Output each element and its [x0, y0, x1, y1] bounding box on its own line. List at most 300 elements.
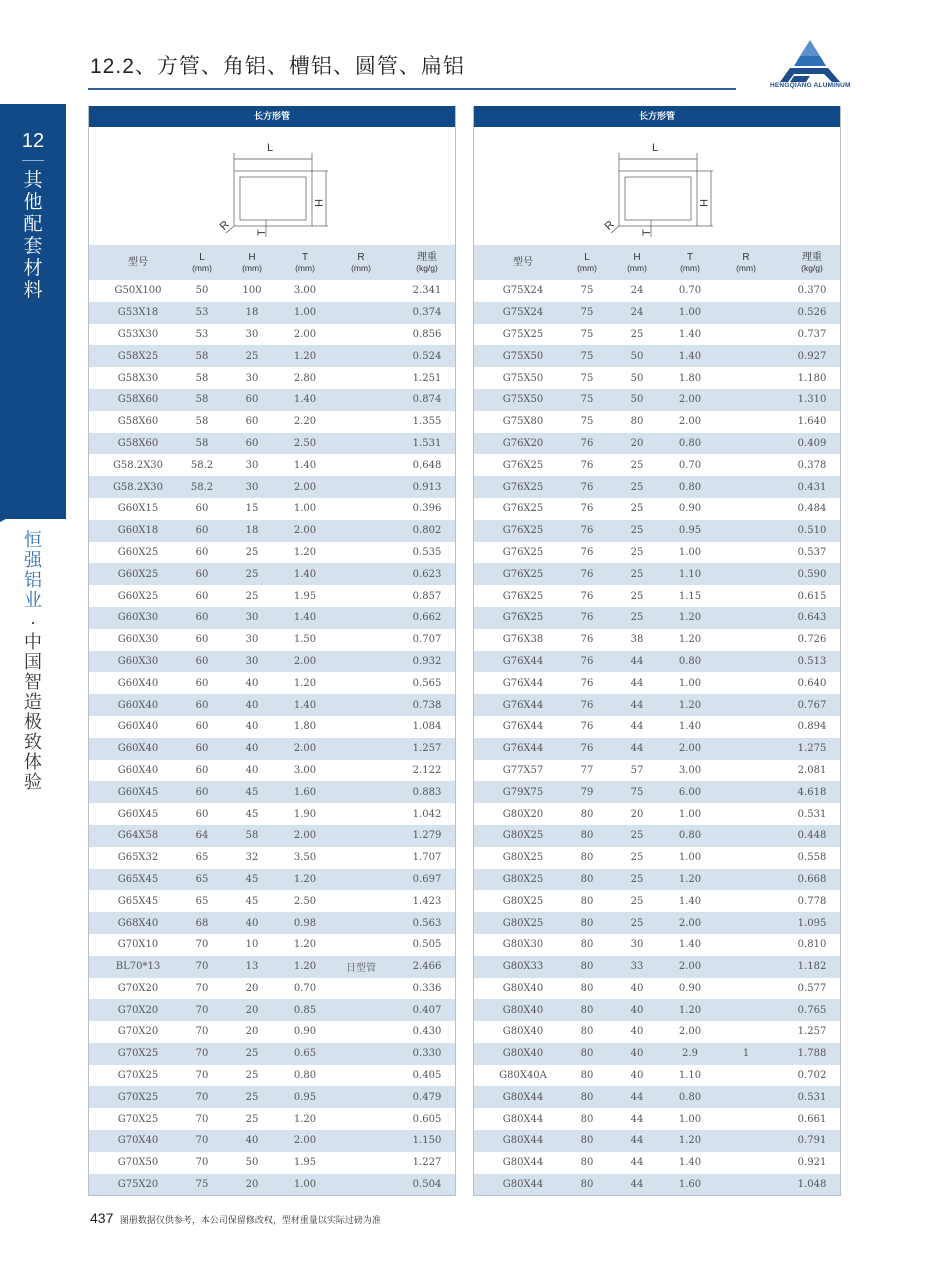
table-cell: 60 — [195, 568, 209, 580]
page-number: 437 — [90, 1210, 114, 1226]
profile-diagram — [89, 127, 455, 245]
column-unit: (kg/g) — [416, 262, 438, 273]
table-cell: 0.565 — [412, 677, 442, 689]
column-header-cell — [672, 245, 708, 280]
table-cell: G79X75 — [502, 786, 544, 798]
table-cell: G80X44 — [502, 1179, 544, 1191]
table-cell: 70 — [195, 982, 209, 994]
table-cell: 25 — [245, 1091, 259, 1103]
table-cell: 3.00 — [293, 285, 317, 297]
table-cell: 1.50 — [293, 634, 317, 646]
table-row — [89, 498, 455, 520]
table-row — [474, 389, 840, 411]
table-cell: 58 — [195, 372, 209, 384]
vertical-char: 极 — [24, 712, 42, 732]
column-label: T — [686, 251, 694, 263]
table-cell: 80 — [580, 939, 594, 951]
table-row — [474, 1086, 840, 1108]
table-cell: 1.20 — [293, 873, 317, 885]
table-row — [474, 563, 840, 585]
title-divider — [88, 88, 736, 90]
table-row — [89, 411, 455, 433]
table-row — [89, 1174, 455, 1196]
table-cell: 80 — [580, 1091, 594, 1103]
table-cell: 3.00 — [293, 764, 317, 776]
table-row — [474, 890, 840, 912]
table-cell: 1.251 — [412, 372, 442, 384]
dim-label-h: H — [312, 199, 324, 207]
table-cell: 25 — [630, 503, 644, 515]
table-cell: 1.10 — [678, 1070, 702, 1082]
table-cell: 1.150 — [412, 1135, 442, 1147]
table-cell: 1.279 — [412, 830, 442, 842]
table-cell: G58X60 — [117, 437, 159, 449]
table-row — [474, 760, 840, 782]
table-cell: 75 — [580, 285, 594, 297]
table-cell: 1.00 — [678, 307, 702, 319]
table-cell: 0.85 — [293, 1004, 317, 1016]
table-row — [474, 520, 840, 542]
table-row — [89, 869, 455, 891]
table-cell: G75X20 — [117, 1179, 159, 1191]
table-cell: 0.661 — [797, 1113, 827, 1125]
table-cell: 0.90 — [678, 503, 702, 515]
table-cell: G80X30 — [502, 939, 544, 951]
table-cell: 76 — [580, 568, 594, 580]
table-cell: 20 — [245, 1004, 259, 1016]
table-cell: 1.40 — [293, 394, 317, 406]
table-cell: 60 — [245, 437, 259, 449]
table-row — [474, 978, 840, 1000]
table-cell: 44 — [630, 721, 644, 733]
table-cell: G75X80 — [502, 416, 544, 428]
table-cell: 75 — [580, 307, 594, 319]
table-cell: 0.80 — [293, 1070, 317, 1082]
table-cell: 1.00 — [678, 852, 702, 864]
table-row — [89, 520, 455, 542]
table-cell: 58.2 — [190, 459, 214, 471]
table-cell: G80X40 — [502, 1004, 544, 1016]
vertical-char: 国 — [24, 652, 42, 672]
table-cell: G60X25 — [117, 546, 159, 558]
table-cell: 0.874 — [412, 394, 442, 406]
table-cell: 25 — [630, 590, 644, 602]
table-cell: 0.374 — [412, 307, 442, 319]
table-row — [474, 476, 840, 498]
table-cell: 0.726 — [797, 634, 827, 646]
table-cell: 58.2 — [190, 481, 214, 493]
table-row — [89, 389, 455, 411]
table-cell: 1.40 — [678, 895, 702, 907]
table-body — [89, 280, 455, 1195]
table-cell: G80X33 — [502, 961, 544, 973]
table-cell: 1.310 — [797, 394, 827, 406]
table-cell: G60X18 — [117, 525, 159, 537]
table-row — [89, 738, 455, 760]
table-cell: 25 — [630, 459, 644, 471]
table-row — [474, 629, 840, 651]
table-row — [474, 1108, 840, 1130]
table-cell: 0.513 — [797, 655, 827, 667]
table-cell: 0.336 — [412, 982, 442, 994]
table-cell: 日型管 — [346, 963, 376, 975]
table-cell: 25 — [630, 481, 644, 493]
brand-name — [0, 530, 66, 610]
table-cell: 25 — [630, 568, 644, 580]
table-cell: 44 — [630, 1113, 644, 1125]
table-cell: 0.605 — [412, 1113, 442, 1125]
table-cell: 0.702 — [797, 1070, 827, 1082]
table-row — [474, 302, 840, 324]
table-row — [474, 803, 840, 825]
table-cell: 25 — [245, 1113, 259, 1125]
table-row — [474, 912, 840, 934]
column-unit: (mm) — [192, 262, 212, 273]
table-cell: 13 — [245, 961, 259, 973]
table-cell: 70 — [195, 1113, 209, 1125]
table-cell: 10 — [245, 939, 259, 951]
table-cell: 76 — [580, 525, 594, 537]
table-cell: 80 — [580, 1157, 594, 1169]
table-cell: G60X30 — [117, 634, 159, 646]
table-cell: 0.510 — [797, 525, 827, 537]
vertical-char: 料 — [23, 280, 43, 301]
table-cell: 1.00 — [678, 808, 702, 820]
table-cell: 80 — [580, 1070, 594, 1082]
vertical-char: 铝 — [24, 570, 42, 590]
table-cell: 70 — [195, 1157, 209, 1169]
table-cell: G77X57 — [502, 764, 544, 776]
table-cell: G58X60 — [117, 416, 159, 428]
table-cell: G60X15 — [117, 503, 159, 515]
rect-tube-diagram — [214, 137, 334, 237]
table-cell: G76X44 — [502, 721, 544, 733]
table-cell: 1.531 — [412, 437, 442, 449]
table-row — [89, 454, 455, 476]
table-cell: 70 — [195, 1070, 209, 1082]
table-cell: 80 — [580, 982, 594, 994]
table-cell: 2.9 — [682, 1048, 698, 1060]
table-cell: 30 — [245, 655, 259, 667]
table-cell: 0.70 — [678, 285, 702, 297]
table-cell: 58 — [195, 437, 209, 449]
table-row — [89, 978, 455, 1000]
table-cell: G60X25 — [117, 568, 159, 580]
chapter-band-corner — [0, 488, 66, 522]
table-cell: 0.504 — [412, 1179, 442, 1191]
table-cell: G60X40 — [117, 721, 159, 733]
table-cell: 0.90 — [678, 982, 702, 994]
table-cell: 2.50 — [293, 437, 317, 449]
table-cell: 1.40 — [678, 328, 702, 340]
table-row — [89, 1043, 455, 1065]
table-cell: 2.00 — [678, 917, 702, 929]
table-cell: 53 — [195, 328, 209, 340]
table-cell: 50 — [630, 394, 644, 406]
table-cell: 1.20 — [293, 546, 317, 558]
table-row — [89, 476, 455, 498]
table-cell: G75X50 — [502, 394, 544, 406]
table-cell: 76 — [580, 459, 594, 471]
table-row — [89, 803, 455, 825]
column-label: 型号 — [513, 256, 533, 268]
table-cell: G80X44 — [502, 1135, 544, 1147]
table-row — [89, 280, 455, 302]
table-cell: 0.405 — [412, 1070, 442, 1082]
column-unit: (mm) — [736, 262, 756, 273]
table-cell: G65X45 — [117, 873, 159, 885]
table-row — [89, 912, 455, 934]
table-cell: 60 — [195, 525, 209, 537]
table-cell: 76 — [580, 612, 594, 624]
table-cell: 45 — [245, 873, 259, 885]
table-cell: 53 — [195, 307, 209, 319]
table-cell: 25 — [630, 852, 644, 864]
table-cell: 1.640 — [797, 416, 827, 428]
table-cell: G76X44 — [502, 655, 544, 667]
table-cell: 0.80 — [678, 830, 702, 842]
table-cell: 2.80 — [293, 372, 317, 384]
table-cell: G75X50 — [502, 350, 544, 362]
table-row — [474, 1152, 840, 1174]
table-cell: 60 — [195, 503, 209, 515]
column-header-cell — [708, 245, 784, 280]
table-row — [89, 1021, 455, 1043]
table-cell: 0.531 — [797, 808, 827, 820]
table-cell: 33 — [630, 961, 644, 973]
table-row — [89, 1065, 455, 1087]
table-row — [89, 672, 455, 694]
table-cell: 65 — [195, 873, 209, 885]
table-cell: 2.466 — [412, 961, 442, 973]
table-cell: 1.20 — [678, 1135, 702, 1147]
table-cell: 1.00 — [293, 503, 317, 515]
table-cell: G70X25 — [117, 1070, 159, 1082]
table-cell: 0.70 — [678, 459, 702, 471]
table-cell: 60 — [195, 786, 209, 798]
table-cell: 25 — [630, 612, 644, 624]
table-cell: 25 — [245, 1070, 259, 1082]
table-cell: 44 — [630, 699, 644, 711]
table-row — [89, 1108, 455, 1130]
table-cell: 40 — [245, 917, 259, 929]
table-cell: 80 — [580, 1113, 594, 1125]
table-cell: G70X25 — [117, 1091, 159, 1103]
table-row — [89, 1130, 455, 1152]
table-cell: 80 — [580, 1004, 594, 1016]
table-cell: 0.448 — [797, 830, 827, 842]
table-row — [474, 694, 840, 716]
table-row — [89, 716, 455, 738]
profile-diagram — [474, 127, 840, 245]
table-cell: 45 — [245, 895, 259, 907]
table-cell: G60X45 — [117, 786, 159, 798]
rect-tube-diagram — [599, 137, 719, 237]
table-row — [89, 302, 455, 324]
hengqiang-logo — [770, 38, 850, 98]
table-cell: 60 — [245, 394, 259, 406]
table-row — [474, 280, 840, 302]
table-cell: 44 — [630, 1179, 644, 1191]
table-cell: 0.640 — [797, 677, 827, 689]
table-row — [89, 781, 455, 803]
dim-label-r: R — [217, 218, 232, 233]
table-cell: 2.00 — [678, 743, 702, 755]
page-title: 12.2、方管、角铝、槽铝、圆管、扁铝 — [90, 55, 465, 78]
table-cell: 0.857 — [412, 590, 442, 602]
table-cell: 25 — [630, 525, 644, 537]
table-cell: 60 — [195, 677, 209, 689]
table-cell: 57 — [630, 764, 644, 776]
table-cell: 75 — [580, 394, 594, 406]
logo-text: HENGQIANG ALUMINUM — [770, 82, 851, 89]
table-body — [474, 280, 840, 1195]
table-cell: 1.15 — [678, 590, 702, 602]
column-unit: (mm) — [242, 262, 262, 273]
table-row — [89, 890, 455, 912]
table-cell: 1.90 — [293, 808, 317, 820]
column-label: R — [357, 251, 365, 263]
table-cell: 0.927 — [797, 350, 827, 362]
table-cell: 75 — [580, 328, 594, 340]
vertical-char: 恒 — [24, 530, 42, 550]
table-row — [89, 1152, 455, 1174]
table-cell: 0.431 — [797, 481, 827, 493]
table-cell: 24 — [630, 285, 644, 297]
table-row — [89, 345, 455, 367]
column-label: H — [248, 251, 256, 263]
table-cell: 44 — [630, 677, 644, 689]
table-cell: G80X25 — [502, 852, 544, 864]
table-cell: 40 — [245, 677, 259, 689]
column-unit: (kg/g) — [801, 262, 823, 273]
table-cell: G75X24 — [502, 307, 544, 319]
table-cell: 0.615 — [797, 590, 827, 602]
table-cell: 1.40 — [678, 1157, 702, 1169]
table-cell: 0.479 — [412, 1091, 442, 1103]
table-cell: 0.558 — [797, 852, 827, 864]
table-row — [89, 367, 455, 389]
table-cell: 58 — [195, 416, 209, 428]
vertical-char: 致 — [24, 732, 42, 752]
column-unit: (mm) — [351, 262, 371, 273]
table-cell: 25 — [245, 590, 259, 602]
table-cell: G76X25 — [502, 546, 544, 558]
table-cell: 65 — [195, 895, 209, 907]
table-row — [89, 1086, 455, 1108]
table-cell: 2.00 — [293, 743, 317, 755]
table-cell: 1.275 — [797, 743, 827, 755]
table-cell: 1.788 — [797, 1048, 827, 1060]
column-header-cell — [89, 245, 187, 280]
table-row — [89, 999, 455, 1021]
table-cell: 60 — [195, 546, 209, 558]
table-cell: G70X20 — [117, 1004, 159, 1016]
table-cell: 76 — [580, 437, 594, 449]
table-cell: 1 — [742, 1048, 750, 1060]
table-cell: G75X50 — [502, 372, 544, 384]
column-header — [89, 245, 455, 280]
table-row — [89, 651, 455, 673]
table-cell: 60 — [195, 590, 209, 602]
table-cell: 0.370 — [797, 285, 827, 297]
table-cell: G70X10 — [117, 939, 159, 951]
table-cell: 70 — [195, 1135, 209, 1147]
table-cell: 40 — [245, 1135, 259, 1147]
table-cell: 0.590 — [797, 568, 827, 580]
table-cell: 40 — [245, 764, 259, 776]
table-cell: 70 — [195, 1091, 209, 1103]
table-cell: G70X20 — [117, 1026, 159, 1038]
table-cell: G58.2X30 — [112, 459, 164, 471]
table-cell: 50 — [195, 285, 209, 297]
table-cell: 0.98 — [293, 917, 317, 929]
table-cell: 1.20 — [678, 699, 702, 711]
table-cell: 44 — [630, 743, 644, 755]
table-cell: 60 — [195, 655, 209, 667]
table-cell: 0.65 — [293, 1048, 317, 1060]
table-cell: 1.20 — [293, 961, 317, 973]
table-cell: 2.00 — [678, 961, 702, 973]
table-cell: 70 — [195, 1026, 209, 1038]
column-label: 理重 — [417, 251, 437, 263]
table-cell: G76X25 — [502, 459, 544, 471]
vertical-char: 套 — [23, 236, 43, 257]
table-cell: G76X25 — [502, 612, 544, 624]
table-cell: 30 — [245, 372, 259, 384]
table-cell: 68 — [195, 917, 209, 929]
table-cell: 75 — [195, 1179, 209, 1191]
table-cell: 0.767 — [797, 699, 827, 711]
table-cell: G80X25 — [502, 895, 544, 907]
table-cell: 1.180 — [797, 372, 827, 384]
table-cell: 4.618 — [797, 786, 827, 798]
table-row — [474, 847, 840, 869]
table-row — [89, 934, 455, 956]
table-row — [474, 324, 840, 346]
table-cell: 2.341 — [412, 285, 442, 297]
table-cell: 1.20 — [293, 1113, 317, 1125]
table-cell: G80X25 — [502, 830, 544, 842]
chapter-divider — [22, 160, 44, 161]
table-cell: 40 — [630, 1004, 644, 1016]
table-cell: 0.662 — [412, 612, 442, 624]
table-cell: 40 — [630, 1048, 644, 1060]
column-header-cell — [602, 245, 672, 280]
table-cell: 58 — [195, 394, 209, 406]
table-cell: 76 — [580, 546, 594, 558]
table-cell: 30 — [245, 328, 259, 340]
table-row — [474, 411, 840, 433]
table-cell: 76 — [580, 655, 594, 667]
table-cell: 25 — [630, 917, 644, 929]
table-cell: 2.122 — [412, 764, 442, 776]
table-cell: 20 — [245, 1026, 259, 1038]
table-cell: 2.20 — [293, 416, 317, 428]
table-cell: 1.227 — [412, 1157, 442, 1169]
table-row — [474, 781, 840, 803]
vertical-char: 验 — [24, 772, 42, 792]
table-cell: 0.697 — [412, 873, 442, 885]
table-cell: 1.20 — [678, 634, 702, 646]
table-cell: G58.2X30 — [112, 481, 164, 493]
table-row — [474, 999, 840, 1021]
table-cell: 40 — [245, 699, 259, 711]
table-cell: 18 — [245, 307, 259, 319]
table-cell: 80 — [580, 1026, 594, 1038]
table-cell: 20 — [245, 1179, 259, 1191]
table-cell: 70 — [195, 1004, 209, 1016]
